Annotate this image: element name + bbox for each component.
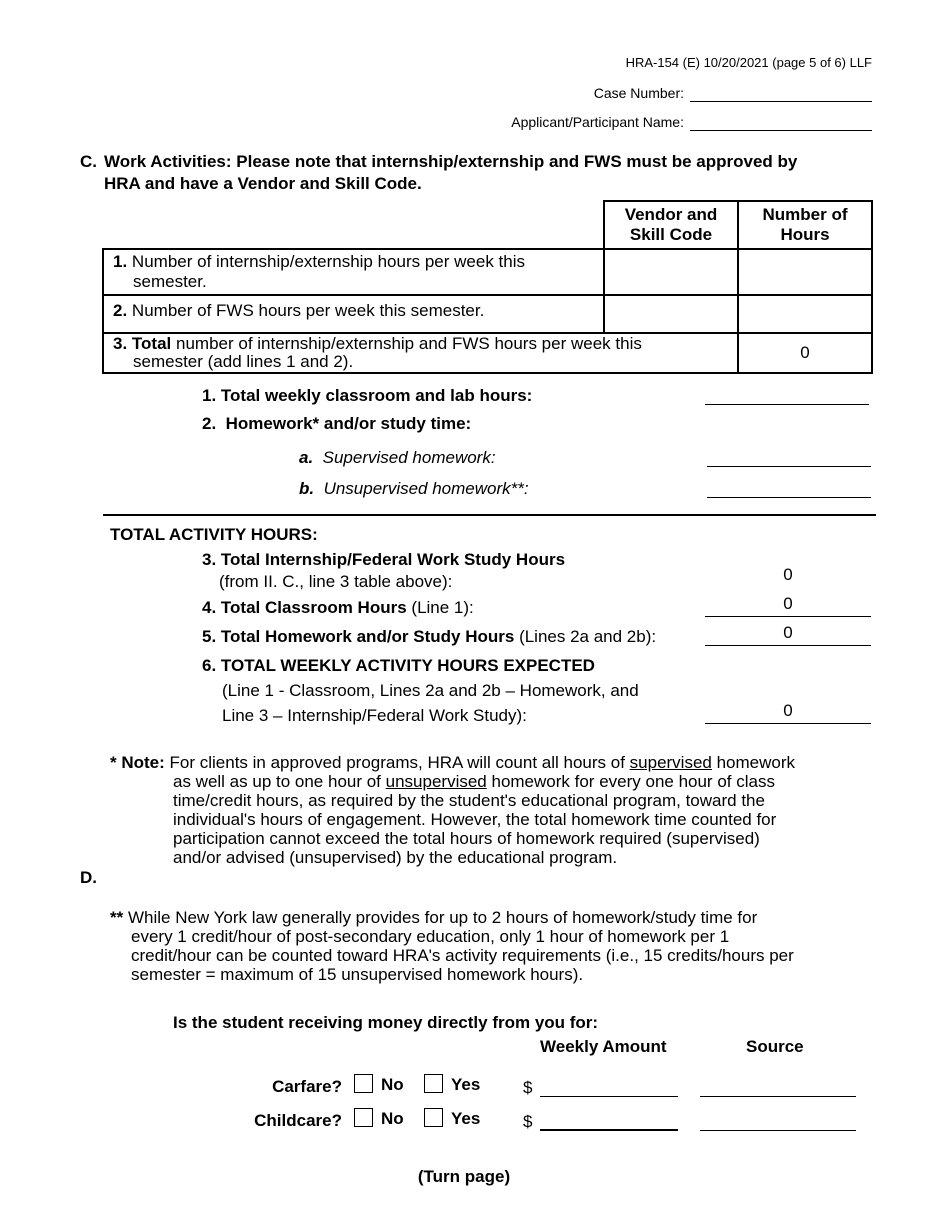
row-3-total-hours-value[interactable]: 0 [738, 333, 872, 373]
unsupervised-homework-field[interactable] [707, 497, 871, 498]
case-number-label: Case Number: [593, 85, 684, 101]
total-weekly-hours-label: 6. TOTAL WEEKLY ACTIVITY HOURS EXPECTED [202, 656, 595, 675]
applicant-name-field[interactable] [690, 130, 872, 131]
carfare-no-label: No [381, 1075, 404, 1094]
total-classroom-hours-value[interactable]: 0 [783, 594, 793, 613]
section-c-title-line2: HRA and have a Vendor and Skill Code. [104, 174, 422, 193]
total-classroom-hours-label: 4. Total Classroom Hours (Line 1): [202, 598, 474, 617]
turn-page-label: (Turn page) [417, 1167, 511, 1186]
classroom-hours-field[interactable] [705, 404, 869, 405]
homework-note: * Note: For clients in approved programs, HRA will count all hours of supervised homework as well as up to one hour of unsupervised homework for every one hour of class time/credit hours, as required by the student's educational program, toward the individual's hours of engagement. However, the total homework time counted for participation cannot exceed the total hours of homework required (supervised) and/or advised (unsupervised) by the educational program. [110, 753, 796, 867]
footnote: ** While New York law generally provides for up to 2 hours of homework/study time for every 1 credit/hour of post-secondary education, only 1 hour of homework per 1 credit/hour can be counted toward HRA's activity requirements (i.e., 15 credits/hours per semester = maximum of 15 unsupervised homework hours). [110, 908, 794, 984]
table-row-3-label: 3. Total number of internship/externship and FWS hours per week this semester (add lines 1 and 2). [103, 333, 738, 373]
form-id: HRA-154 (E) 10/20/2021 (page 5 of 6) LLF [625, 55, 872, 70]
carfare-label: Carfare? [272, 1077, 342, 1096]
total-homework-hours-value[interactable]: 0 [783, 623, 793, 642]
homework-study-label: 2. Homework* and/or study time: [202, 414, 472, 433]
applicant-name-label: Applicant/Participant Name: [511, 114, 684, 130]
section-c-title-line1: Work Activities: Please note that internship/externship and FWS must be approved by [104, 152, 798, 171]
childcare-no-label: No [381, 1109, 404, 1128]
number-of-hours-header: Number of Hours [738, 201, 872, 249]
row-1-vendor-skill-code-cell[interactable] [604, 249, 738, 295]
work-activities-table [102, 200, 873, 374]
childcare-label: Childcare? [254, 1111, 342, 1130]
carfare-weekly-amount-field[interactable] [540, 1096, 678, 1097]
childcare-source-field[interactable] [700, 1130, 856, 1131]
source-header: Source [746, 1037, 804, 1056]
table-blank-corner [103, 201, 604, 249]
section-divider [103, 514, 876, 516]
childcare-yes-label: Yes [451, 1109, 481, 1128]
carfare-yes-label: Yes [451, 1075, 481, 1094]
section-d-letter: D. [80, 868, 97, 887]
unsupervised-homework-label: b. Unsupervised homework**: [299, 479, 529, 498]
weekly-amount-header: Weekly Amount [540, 1037, 667, 1056]
supervised-homework-label: a. Supervised homework: [299, 448, 496, 467]
classroom-hours-label: 1. Total weekly classroom and lab hours: [202, 386, 533, 405]
row-2-vendor-skill-code-cell[interactable] [604, 295, 738, 333]
total-activity-hours-heading: TOTAL ACTIVITY HOURS: [110, 525, 318, 544]
childcare-dollar-sign: $ [523, 1112, 533, 1131]
carfare-no-checkbox[interactable] [354, 1074, 373, 1093]
money-question: Is the student receiving money directly from you for: [173, 1013, 599, 1032]
total-weekly-hours-sub1: (Line 1 - Classroom, Lines 2a and 2b – Homework, and [222, 681, 639, 700]
supervised-homework-field[interactable] [707, 466, 871, 467]
table-row-2-label: 2. Number of FWS hours per week this semester. [103, 295, 604, 333]
row-1-hours-cell[interactable] [738, 249, 872, 295]
carfare-yes-checkbox[interactable] [424, 1074, 443, 1093]
total-weekly-hours-sub2: Line 3 – Internship/Federal Work Study): [222, 706, 527, 725]
childcare-no-checkbox[interactable] [354, 1108, 373, 1127]
total-internship-fws-value[interactable]: 0 [783, 565, 793, 584]
childcare-weekly-amount-field[interactable] [540, 1129, 678, 1131]
case-number-field[interactable] [690, 101, 872, 102]
total-weekly-hours-line [705, 723, 871, 724]
childcare-yes-checkbox[interactable] [424, 1108, 443, 1127]
table-row-1-label: 1. Number of internship/externship hours per week this semester. [103, 249, 604, 295]
section-c-letter: C. [80, 152, 97, 171]
total-weekly-hours-value[interactable]: 0 [783, 701, 793, 720]
total-homework-hours-line [705, 645, 871, 646]
vendor-skill-code-header: Vendor and Skill Code [604, 201, 738, 249]
total-classroom-hours-line [705, 616, 871, 617]
total-internship-fws-sub: (from II. C., line 3 table above): [219, 572, 453, 591]
total-internship-fws-label: 3. Total Internship/Federal Work Study Hours [202, 550, 566, 569]
row-2-hours-cell[interactable] [738, 295, 872, 333]
total-homework-hours-label: 5. Total Homework and/or Study Hours (Lines 2a and 2b): [202, 627, 657, 646]
carfare-dollar-sign: $ [523, 1078, 533, 1097]
carfare-source-field[interactable] [700, 1096, 856, 1097]
